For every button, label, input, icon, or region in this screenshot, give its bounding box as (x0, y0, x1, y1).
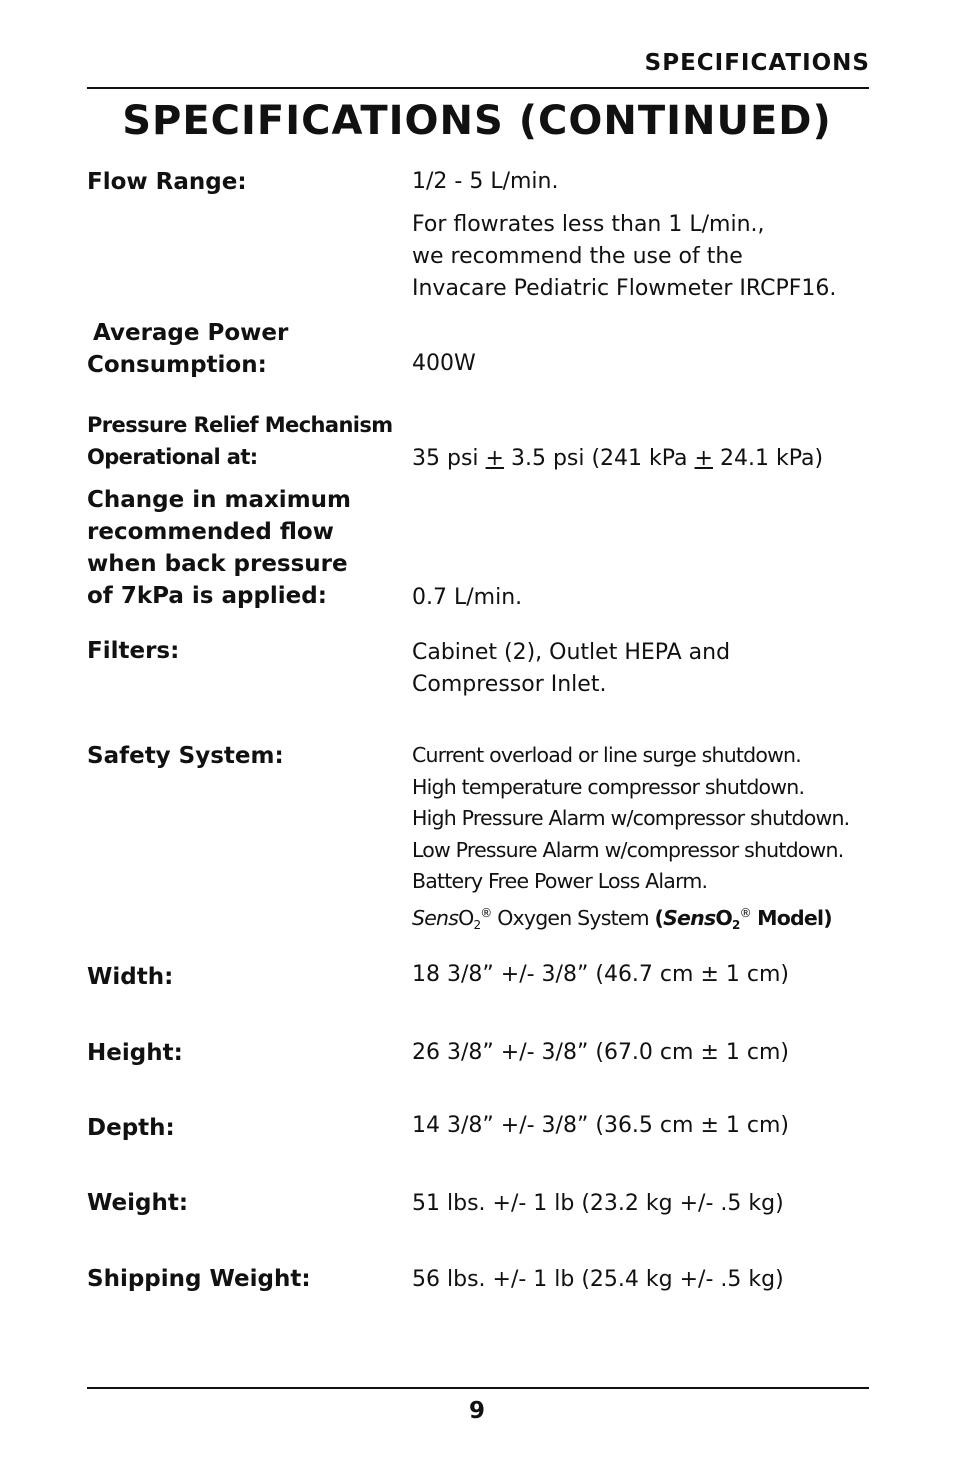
back-pressure-label-line: when back pressure (87, 551, 348, 577)
back-pressure-label-line: Change in maximum (87, 487, 351, 513)
bottom-divider (87, 1387, 869, 1389)
shipping-weight-value: 56 lbs. +/- 1 lb (25.4 kg +/- .5 kg) (412, 1267, 784, 1292)
filters-value (412, 637, 730, 701)
safety-line: High temperature compressor shutdown. (412, 774, 805, 799)
plus-minus-sign: + (485, 446, 504, 471)
power-label (87, 317, 288, 381)
senso2-text: Oxygen System (491, 905, 655, 930)
pressure-relief-label (87, 409, 393, 473)
depth-value: 14 3/8” +/- 3/8” (36.5 cm ± 1 cm) (412, 1113, 789, 1138)
flow-range-note-line: we recommend the use of the (412, 244, 743, 269)
top-divider (87, 87, 869, 89)
model-text: Model) (750, 905, 832, 930)
weight-label: Weight: (87, 1190, 189, 1216)
back-pressure-label-line: recommended flow (87, 519, 334, 545)
flow-range-value: 1/2 - 5 L/min. (412, 169, 559, 194)
back-pressure-value: 0.7 L/min. (412, 585, 523, 610)
pressure-relief-label-line: Operational at: (87, 445, 258, 469)
filters-label: Filters: (87, 638, 180, 664)
filters-value-line: Compressor Inlet. (412, 672, 607, 697)
flow-range-label: Flow Range: (87, 169, 247, 195)
page-title: SPECIFICATIONS (CONTINUED) (122, 98, 832, 144)
width-label: Width: (87, 964, 174, 990)
senso2-line (412, 898, 849, 942)
shipping-weight-label: Shipping Weight: (87, 1266, 311, 1292)
power-label-line: Average Power (93, 320, 289, 346)
model-brand: Sens (663, 905, 716, 930)
power-label-line: Consumption: (87, 352, 267, 378)
back-pressure-label-line: of 7kPa is applied: (87, 583, 327, 609)
section-header: SPECIFICATIONS (644, 50, 870, 76)
back-pressure-label (87, 484, 351, 612)
pressure-relief-value (412, 443, 823, 475)
registered-mark: ® (739, 905, 751, 920)
safety-line: Low Pressure Alarm w/compressor shutdown. (412, 837, 844, 862)
plus-minus-sign: + (694, 446, 713, 471)
width-value: 18 3/8” +/- 3/8” (46.7 cm ± 1 cm) (412, 962, 789, 987)
flow-range-note-line: For flowrates less than 1 L/min., (412, 212, 765, 237)
model-subscript: 2 (732, 917, 740, 932)
pressure-value-part: 24.1 kPa) (712, 446, 824, 471)
height-value: 26 3/8” +/- 3/8” (67.0 cm ± 1 cm) (412, 1040, 789, 1065)
pressure-value-part: 3.5 psi (241 kPa (503, 446, 695, 471)
safety-line: High Pressure Alarm w/compressor shutdown. (412, 806, 850, 830)
power-value: 400W (412, 351, 476, 376)
pressure-relief-label-line: Pressure Relief Mechanism (87, 413, 393, 437)
filters-value-line: Cabinet (2), Outlet HEPA and (412, 640, 731, 665)
depth-label: Depth: (87, 1115, 175, 1141)
pressure-value-part: 35 psi (412, 446, 486, 471)
safety-system-value (412, 740, 849, 941)
safety-system-label: Safety System: (87, 743, 284, 769)
model-paren: ( (654, 905, 664, 930)
weight-value: 51 lbs. +/- 1 lb (23.2 kg +/- .5 kg) (412, 1191, 784, 1216)
senso2-o: O (458, 905, 474, 930)
senso2-brand: Sens (412, 905, 459, 930)
safety-line: Battery Free Power Loss Alarm. (412, 869, 708, 893)
safety-line: Current overload or line surge shutdown. (412, 743, 801, 767)
flow-range-note (412, 209, 836, 305)
registered-mark: ® (480, 905, 492, 920)
flow-range-note-line: Invacare Pediatric Flowmeter IRCPF16. (412, 276, 837, 301)
model-o: O (715, 905, 732, 930)
height-label: Height: (87, 1040, 183, 1066)
senso2-subscript: 2 (473, 917, 481, 932)
page-number: 9 (468, 1398, 485, 1424)
